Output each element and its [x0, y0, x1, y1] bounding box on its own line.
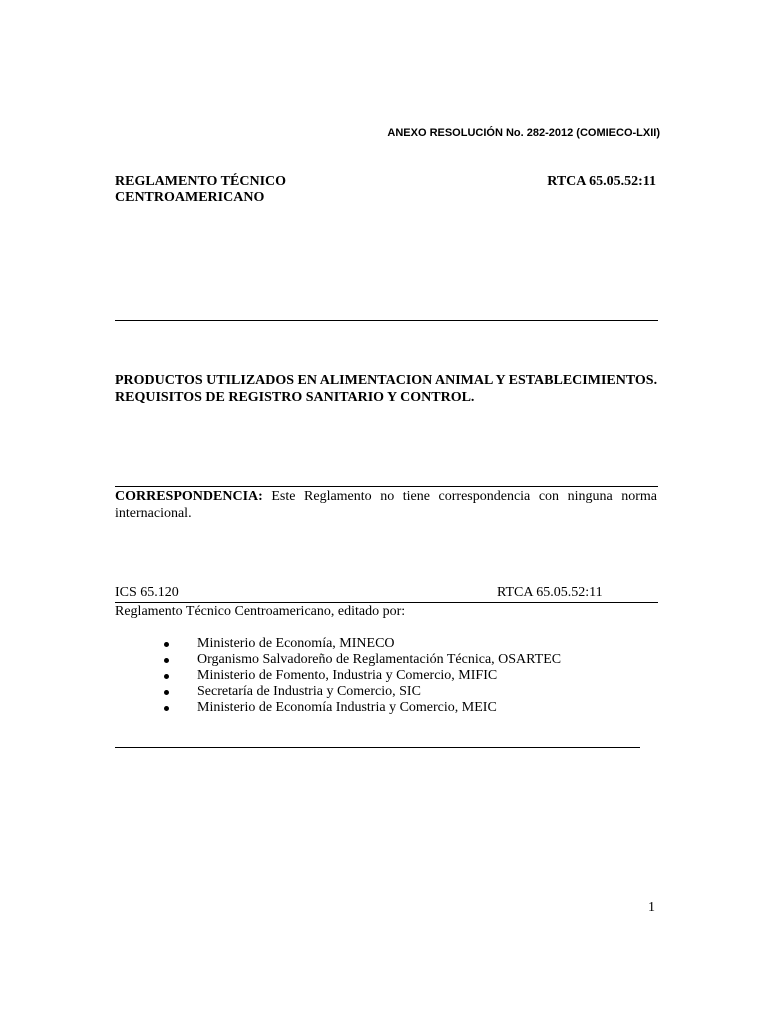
bullet-icon — [164, 658, 169, 663]
page-number: 1 — [648, 900, 655, 915]
regulation-title-line1: REGLAMENTO TÉCNICO — [115, 174, 287, 189]
list-item: Ministerio de Economía, MINECO — [160, 636, 561, 652]
classification-regulation-code: RTCA 65.05.52:11 — [497, 585, 603, 600]
list-item: Secretaría de Industria y Comercio, SIC — [160, 684, 561, 700]
divider-correspondence — [115, 486, 658, 487]
ics-code: ICS 65.120 — [115, 585, 179, 600]
subject-line2: REQUISITOS DE REGISTRO SANITARIO Y CONTROL. — [115, 390, 475, 405]
regulation-code: RTCA 65.05.52:11 — [547, 174, 656, 189]
annex-resolution-header: ANEXO RESOLUCIÓN No. 282-2012 (COMIECO-LXII) — [387, 127, 660, 139]
regulation-title-line2: CENTROAMERICANO — [115, 190, 265, 205]
list-item: Organismo Salvadoreño de Reglamentación Técnica, OSARTEC — [160, 652, 561, 668]
correspondence-label: CORRESPONDENCIA: — [115, 489, 263, 504]
subject-line1: PRODUCTOS UTILIZADOS EN ALIMENTACION ANIMAL Y ESTABLECIMIENTOS. — [115, 373, 658, 388]
list-item: Ministerio de Fomento, Industria y Comercio, MIFIC — [160, 668, 561, 684]
regulation-subject — [115, 372, 660, 406]
regulation-title — [115, 174, 286, 206]
bullet-icon — [164, 690, 169, 695]
bullet-icon — [164, 642, 169, 647]
correspondence-text: Este Reglamento no tiene correspondencia con ninguna norma internacional. — [115, 489, 658, 521]
editors-list — [160, 636, 561, 716]
list-item: Ministerio de Economía Industria y Comercio, MEIC — [160, 700, 561, 716]
bullet-icon — [164, 706, 169, 711]
divider-classification — [115, 602, 658, 603]
edited-by-label: Reglamento Técnico Centroamericano, editado por: — [115, 604, 406, 619]
divider-bottom — [115, 747, 640, 748]
correspondence-paragraph — [115, 488, 657, 522]
divider-top — [115, 320, 658, 321]
bullet-icon — [164, 674, 169, 679]
